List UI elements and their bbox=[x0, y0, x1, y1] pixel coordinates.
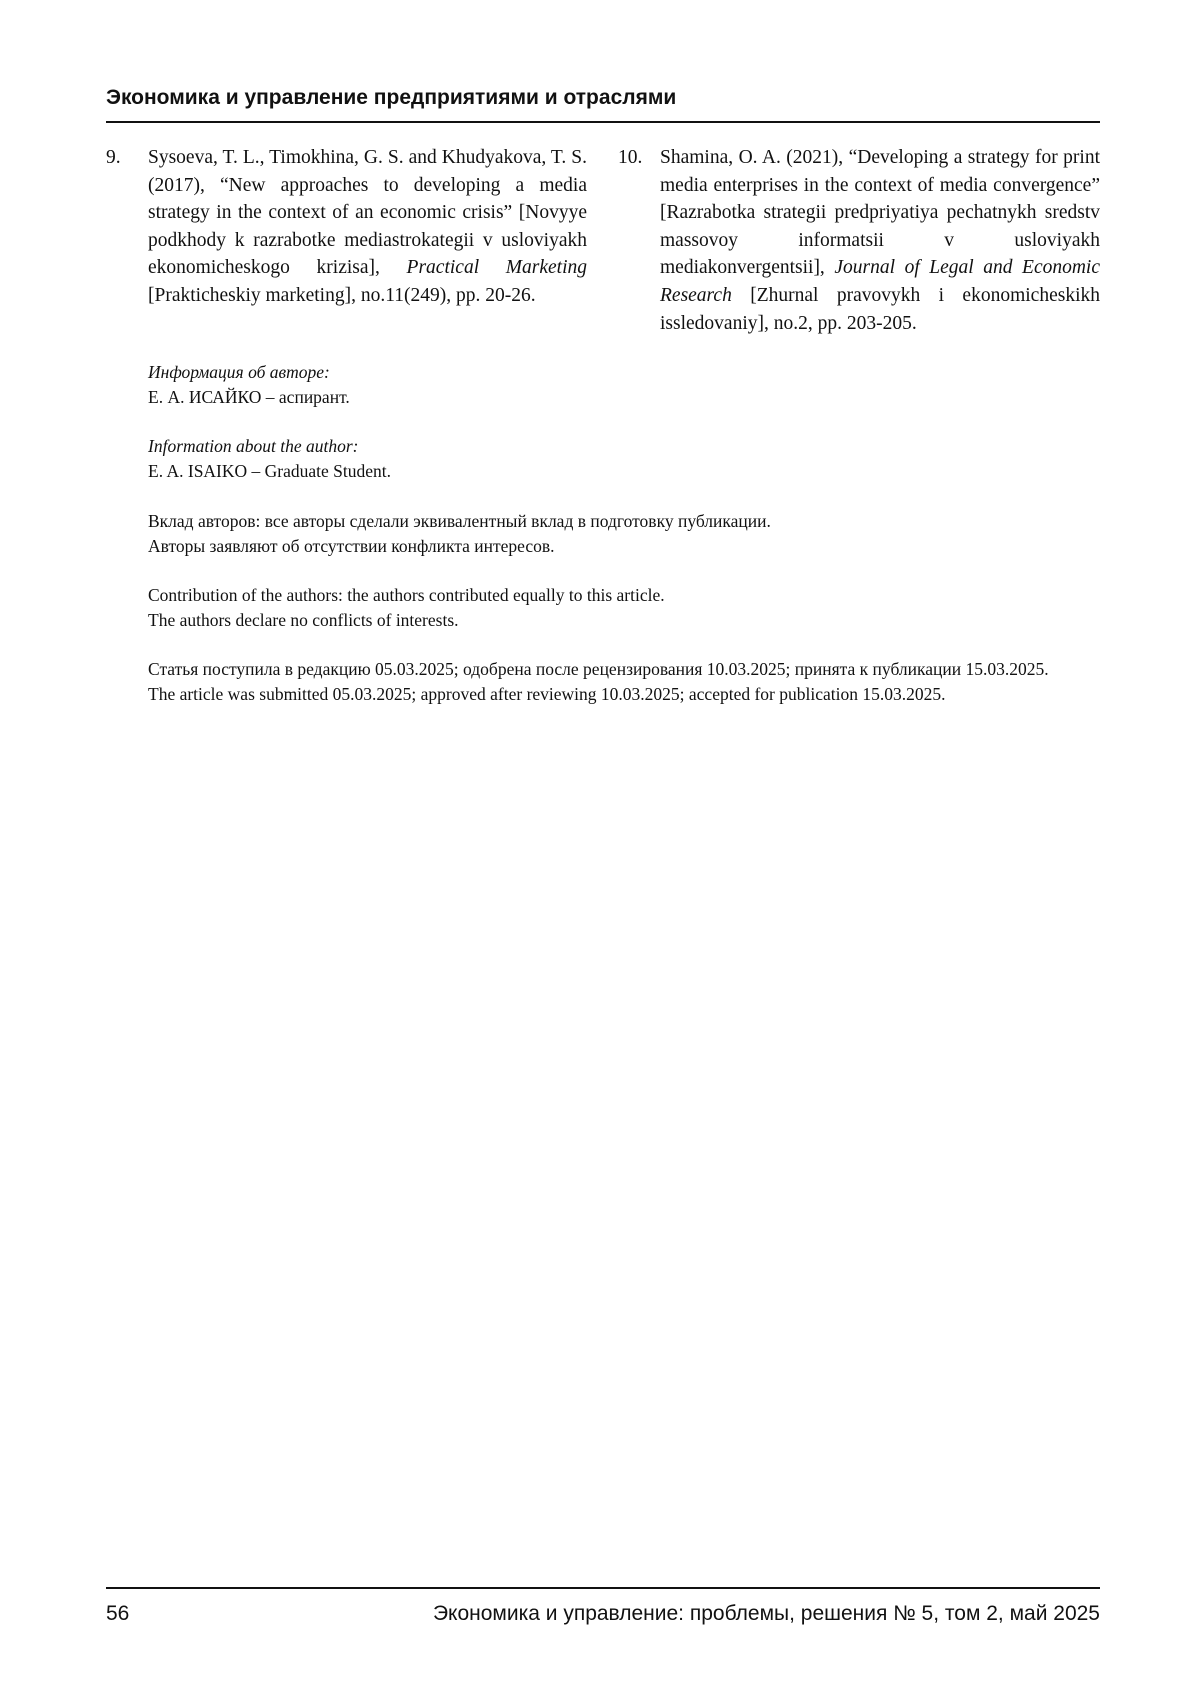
contribution-en bbox=[148, 583, 1100, 633]
author-info-ru-value: Е. А. ИСАЙКО – аспирант. bbox=[148, 387, 350, 407]
reference-text-part: [Prakticheskiy marketing], no.11(249), pp. 20-26. bbox=[148, 284, 536, 306]
author-info-en bbox=[148, 434, 1100, 484]
reference-journal: Practical Marketing bbox=[406, 257, 587, 279]
reference-text bbox=[148, 144, 587, 337]
reference-text-part: Sysoeva, T. L., Timokhina, G. S. and Khudyakova, T. S. (2017), “New approaches to developing a media strategy in the context of an economic crisis” [Novyye podkhody k razrabotke mediastrokategii v usloviyakh ekonomicheskogo krizisa], bbox=[148, 147, 587, 279]
article-history-ru: Статья поступила в редакцию 05.03.2025; одобрена после рецензирования 10.03.2025; принята к публикации 15.03.2025. bbox=[148, 659, 1049, 679]
reference-journal: Journal of Legal and Economic Research bbox=[660, 257, 1101, 306]
article-history bbox=[148, 657, 1100, 707]
reference-text-part: [Zhurnal pravovykh i ekonomicheskikh issledovaniy], no.2, pp. 203-205. bbox=[660, 284, 1100, 334]
contribution-ru-line1: Вклад авторов: все авторы сделали эквивалентный вклад в подготовку публикации. bbox=[148, 511, 771, 531]
page-footer bbox=[106, 1587, 1100, 1629]
reference-list bbox=[106, 144, 1100, 337]
reference-number: 9. bbox=[106, 147, 121, 168]
author-info-en-label: Information about the author: bbox=[148, 436, 359, 456]
author-info-ru-label: Информация об авторе: bbox=[148, 362, 330, 382]
contribution-en-line1: Contribution of the authors: the authors contributed equally to this article. bbox=[148, 585, 665, 605]
reference-item bbox=[106, 144, 587, 337]
reference-text bbox=[660, 144, 1100, 337]
contribution-en-line2: The authors declare no conflicts of interests. bbox=[148, 610, 459, 630]
page-number: 56 bbox=[106, 1602, 130, 1625]
article-history-en: The article was submitted 05.03.2025; approved after reviewing 10.03.2025; accepted for publication 15.03.2025. bbox=[148, 684, 946, 704]
running-title: Экономика и управление предприятиями и отраслями bbox=[106, 84, 1100, 123]
reference-text-part: Shamina, O. A. (2021), “Developing a strategy for print media enterprises in the context of media convergence” [Razrabotka strategii predpriyatiya pechatnykh sredstv massovoy informatsii v usloviyakh mediakonvergentsii], bbox=[660, 147, 1100, 279]
reference-item bbox=[618, 144, 1100, 337]
reference-number: 10. bbox=[618, 147, 643, 168]
journal-issue: Экономика и управление: проблемы, решения № 5, том 2, май 2025 bbox=[432, 1602, 1100, 1625]
contribution-ru-line2: Авторы заявляют об отсутствии конфликта интересов. bbox=[148, 536, 555, 556]
author-info-en-value: E. A. ISAIKO – Graduate Student. bbox=[148, 461, 392, 481]
contribution-ru bbox=[148, 509, 1100, 559]
author-info-ru bbox=[148, 360, 1100, 410]
